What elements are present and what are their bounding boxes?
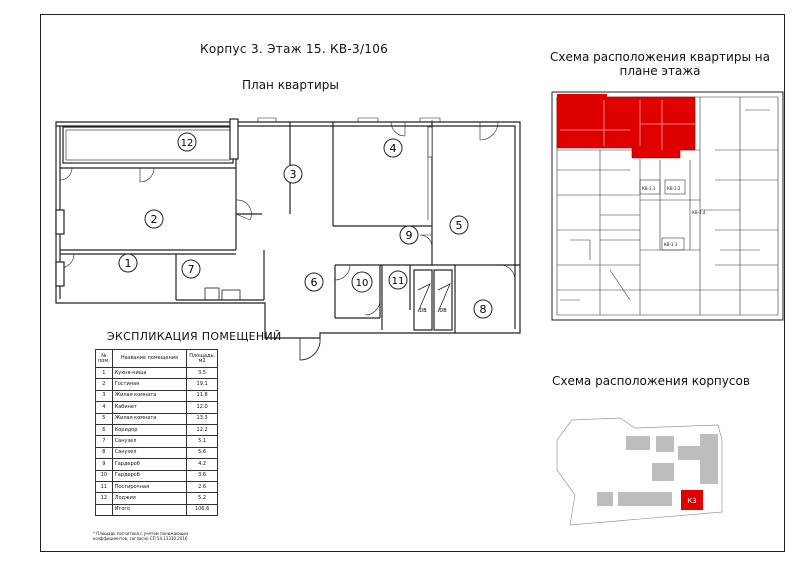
cell-n: 3 [96, 390, 113, 401]
cell-area: 5.2 [187, 493, 218, 504]
shaft-label-1: DB [419, 308, 427, 314]
plan-title: План квартиры [242, 78, 339, 92]
building-block [597, 492, 613, 506]
cell-n: 12 [96, 493, 113, 504]
cell-name: Кухня-ниша [112, 368, 187, 379]
svg-text:7: 7 [187, 263, 195, 276]
cell-n: 4 [96, 402, 113, 413]
cell-area: 2.6 [187, 481, 218, 492]
cell-area: 19.1 [187, 379, 218, 390]
svg-text:4: 4 [389, 142, 397, 155]
header-name: Название помещения [112, 350, 187, 368]
svg-text:1: 1 [124, 257, 132, 270]
floor-scheme [552, 92, 783, 320]
room-marker-7 [182, 260, 200, 278]
cell-name: Жилая комната [112, 390, 187, 401]
cell-name: Коридор [112, 424, 187, 435]
buildings-scheme-title: Схема расположения корпусов [552, 374, 750, 388]
room-marker-6 [305, 273, 323, 291]
cell-n: 10 [96, 470, 113, 481]
explication-title: ЭКСПЛИКАЦИЯ ПОМЕЩЕНИЙ [107, 330, 282, 343]
room-marker-3 [284, 165, 302, 183]
page-title: Корпус 3. Этаж 15. КВ-3/106 [200, 42, 389, 56]
cell-name: Постирочная [112, 481, 187, 492]
room-marker-12 [178, 133, 196, 151]
cell-name: Жилая комната [112, 413, 187, 424]
svg-text:10: 10 [355, 278, 369, 289]
cell-name: Гардероб [112, 470, 187, 481]
cell-area: 3.6 [187, 470, 218, 481]
building-block [626, 436, 650, 450]
building-block [678, 446, 702, 460]
room-marker-4 [384, 139, 402, 157]
floor-tag-4: КВ-3.4 [692, 210, 706, 215]
cell-name: Лоджия [112, 493, 187, 504]
building-block [618, 492, 672, 506]
area-note: * Площадь посчитана с учетом понижающих коэффициентов, согласно СП 54.13330.2016 [93, 531, 189, 541]
cell-n: 7 [96, 436, 113, 447]
total-label: Итого [112, 504, 187, 515]
shaft-label-2: DB [439, 308, 447, 314]
svg-text:2: 2 [150, 213, 158, 226]
cell-name: Кабинет [112, 402, 187, 413]
room-marker-1 [119, 254, 137, 272]
buildings-scheme [557, 418, 722, 525]
cell-area: 12.2 [187, 424, 218, 435]
cell-area: 5.6 [187, 447, 218, 458]
cell-n: 6 [96, 424, 113, 435]
header-number: № пом. [96, 350, 113, 368]
room-marker-2 [145, 210, 163, 228]
cell-name: Санузел [112, 447, 187, 458]
cell-area: 11.8 [187, 390, 218, 401]
floor-tag-2: КВ-3.2 [667, 186, 681, 191]
svg-text:8: 8 [479, 303, 487, 316]
cell-area: 13.3 [187, 413, 218, 424]
floor-tag-1: КВ-3.1 [642, 186, 656, 191]
svg-text:9: 9 [405, 229, 413, 242]
cell-name: Санузел [112, 436, 187, 447]
cell-n: 5 [96, 413, 113, 424]
cell-n: 2 [96, 379, 113, 390]
cell-name: Гардероб [112, 459, 187, 470]
svg-text:11: 11 [391, 276, 405, 287]
cell-area: 12.0 [187, 402, 218, 413]
cell-area: 3.5 [187, 368, 218, 379]
svg-text:3: 3 [289, 168, 297, 181]
cell-n: 11 [96, 481, 113, 492]
room-marker-8 [474, 300, 492, 318]
cell-area: 4.2 [187, 459, 218, 470]
cell-n: 9 [96, 459, 113, 470]
apartment-plan [56, 118, 520, 360]
cell-n: 8 [96, 447, 113, 458]
floor-scheme-title: Схема расположения квартиры на плане этажа [550, 50, 770, 78]
cell-name: Гостиная [112, 379, 187, 390]
building-k3-label: К3 [687, 497, 697, 505]
room-marker-10 [352, 272, 372, 292]
room-marker-11 [389, 271, 407, 289]
svg-text:6: 6 [310, 276, 318, 289]
building-block [656, 436, 674, 452]
floor-tag-3: КВ-3.3 [664, 242, 678, 247]
cell-area: 5.1 [187, 436, 218, 447]
header-area: Площадь, м2 [187, 350, 218, 368]
cell-n: 1 [96, 368, 113, 379]
room-marker-9 [400, 226, 418, 244]
total-value: 106.6 [187, 504, 218, 515]
room-markers [119, 133, 492, 318]
svg-text:12: 12 [180, 138, 194, 149]
room-marker-5 [450, 216, 468, 234]
svg-text:5: 5 [455, 219, 463, 232]
building-block [700, 434, 718, 484]
building-block [652, 463, 674, 481]
